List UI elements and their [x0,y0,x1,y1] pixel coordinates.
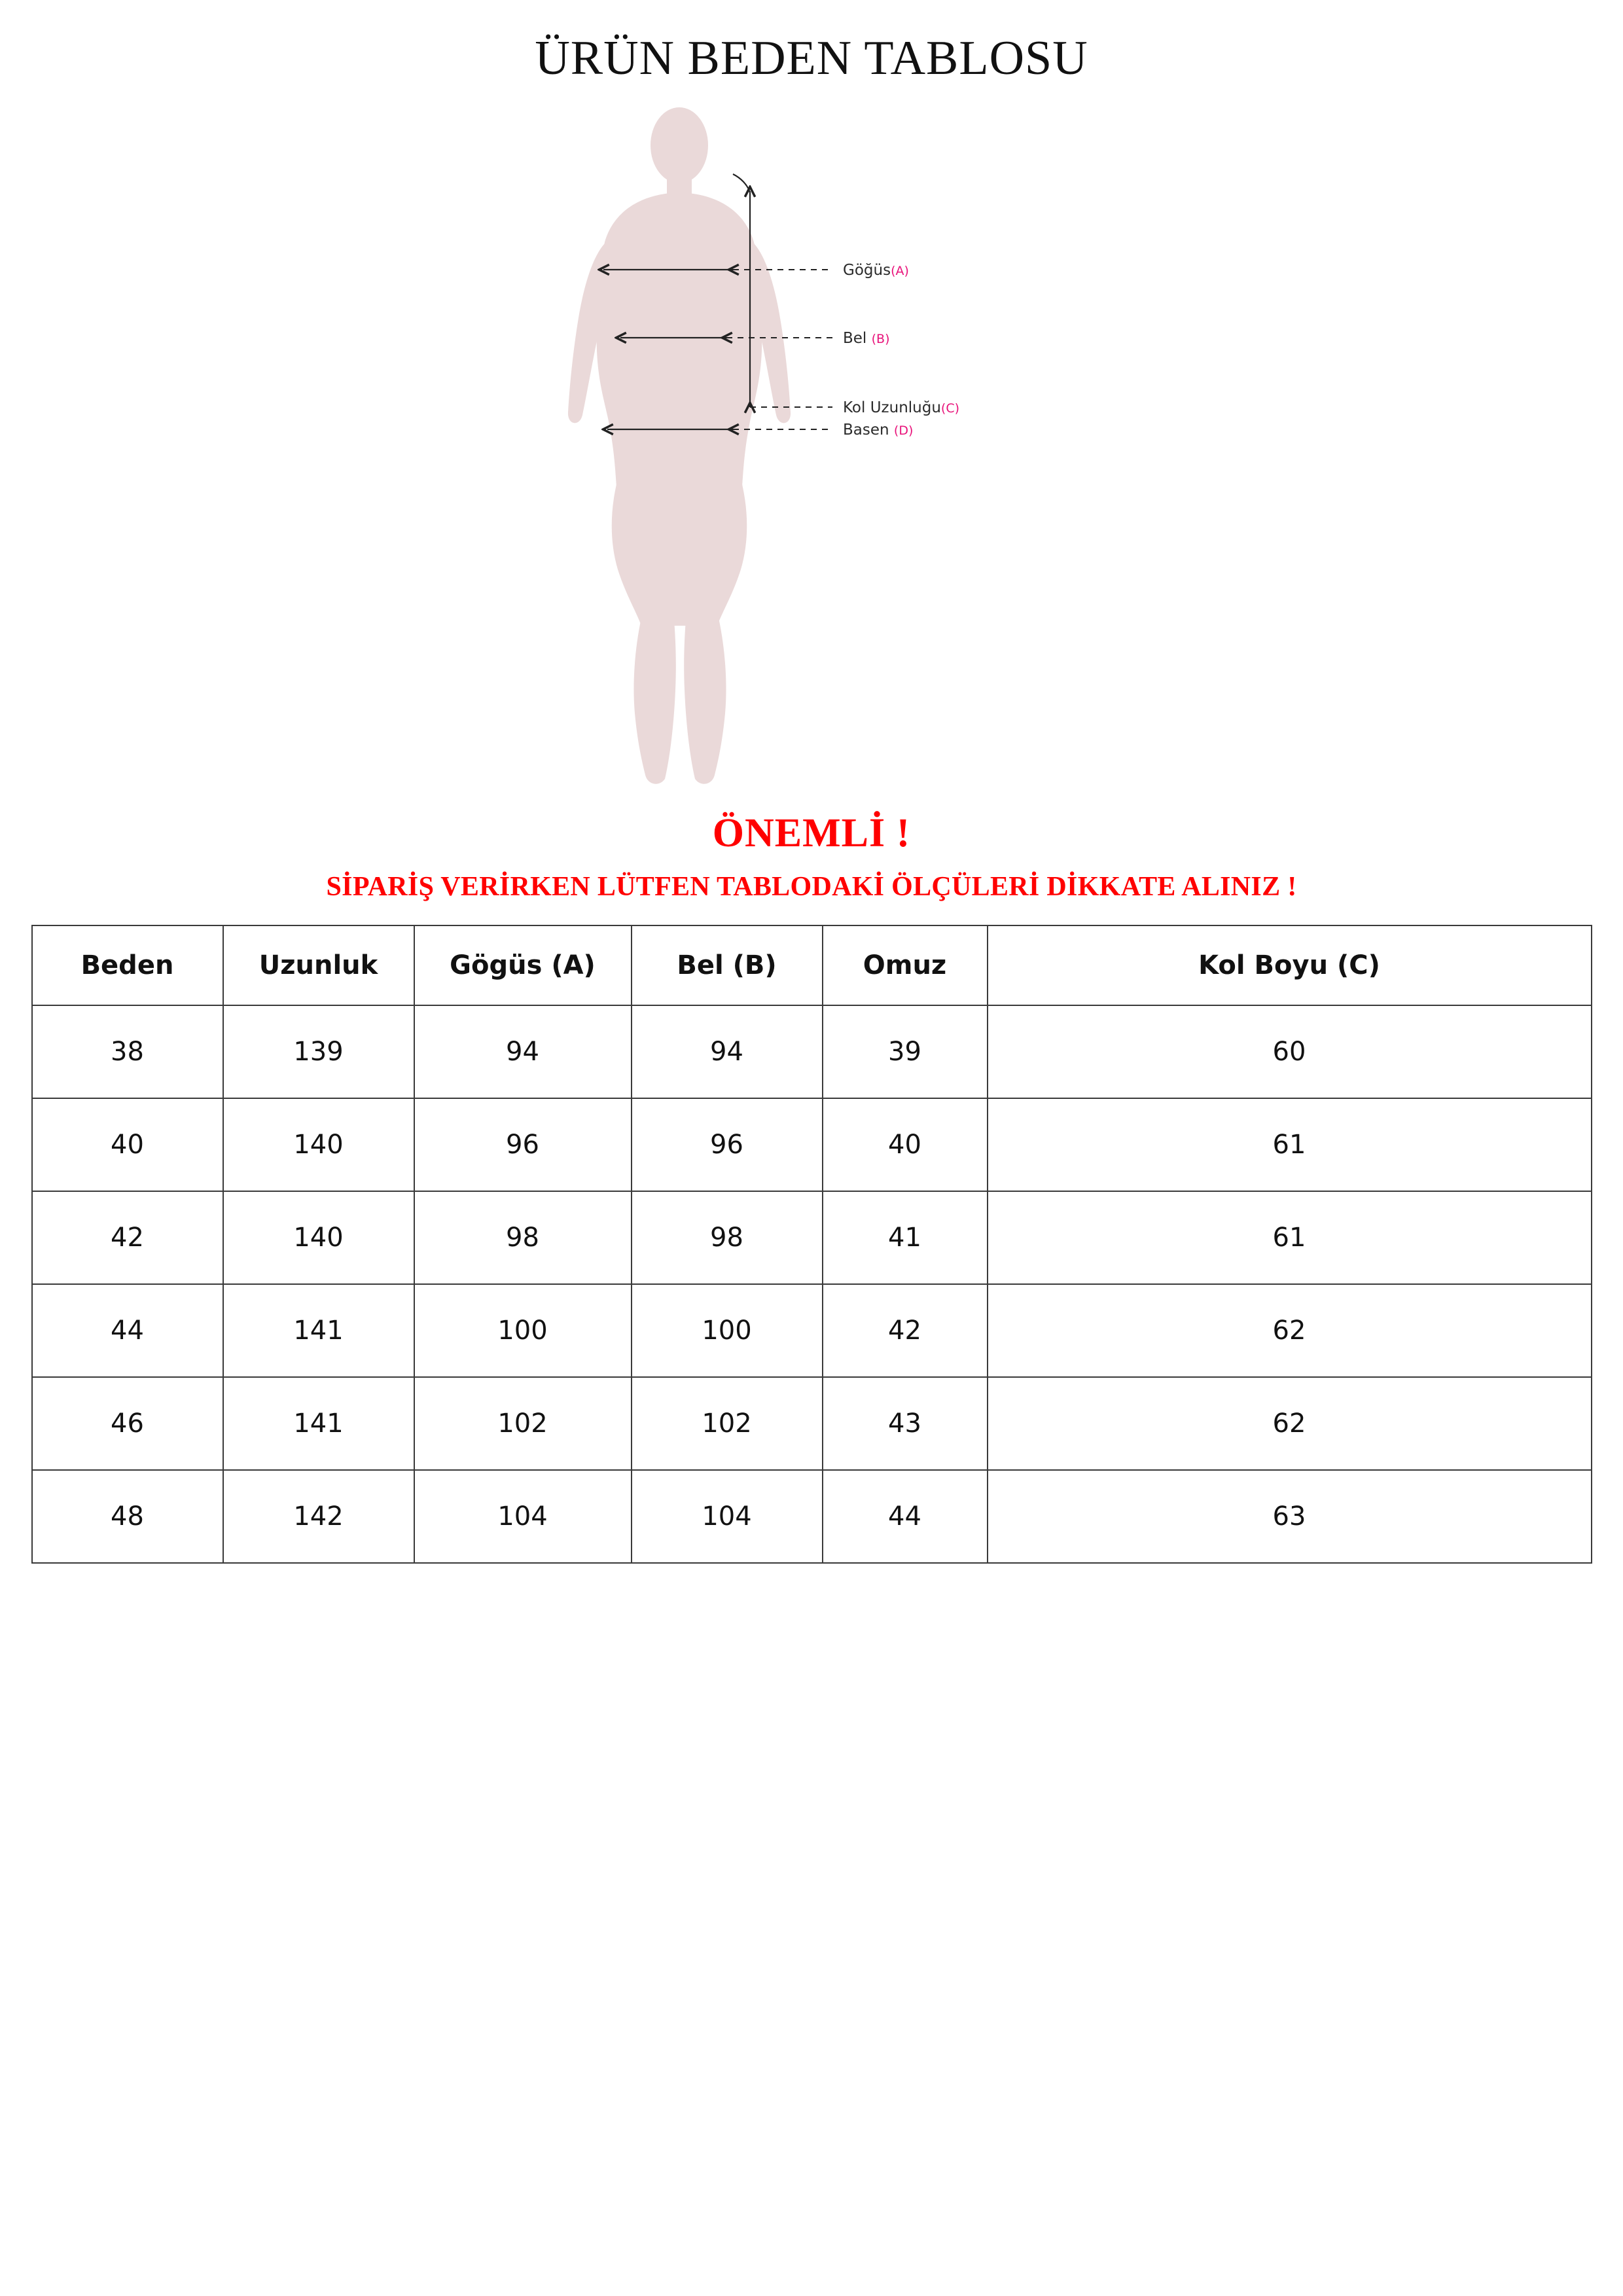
cell-bel: 104 [632,1470,823,1563]
cell-beden: 42 [32,1191,223,1284]
cell-gogus: 94 [414,1005,632,1098]
cell-beden: 48 [32,1470,223,1563]
table-header-uzunluk: Uzunluk [223,925,414,1005]
measurement-label-waist [843,330,890,347]
cell-kol-boyu: 61 [988,1098,1592,1191]
cell-omuz: 39 [823,1005,988,1098]
cell-omuz: 43 [823,1377,988,1470]
size-table [31,925,1592,1564]
cell-uzunluk: 141 [223,1377,414,1470]
cell-beden: 38 [32,1005,223,1098]
table-row [32,1098,1592,1191]
measurement-label-sleeve-text: Kol Uzunluğu [843,399,941,416]
cell-kol-boyu: 63 [988,1470,1592,1563]
cell-omuz: 41 [823,1191,988,1284]
cell-bel: 102 [632,1377,823,1470]
cell-uzunluk: 139 [223,1005,414,1098]
cell-omuz: 44 [823,1470,988,1563]
cell-uzunluk: 141 [223,1284,414,1377]
cell-uzunluk: 140 [223,1098,414,1191]
measurement-figure [0,94,1623,801]
measurement-code-bust: (A) [891,264,909,278]
table-header-omuz: Omuz [823,925,988,1005]
measurement-label-bust [843,262,909,279]
important-headline: ÖNEMLİ ! [712,811,911,855]
cell-gogus: 98 [414,1191,632,1284]
measurement-label-bust-text: Göğüs [843,262,891,279]
measurement-code-waist: (B) [871,332,890,346]
cell-beden: 40 [32,1098,223,1191]
size-table-container [31,925,1592,1564]
cell-bel: 100 [632,1284,823,1377]
table-header-beden: Beden [32,925,223,1005]
cell-gogus: 100 [414,1284,632,1377]
measurement-label-sleeve [843,399,959,416]
woman-body-silhouette-icon [537,94,1126,801]
table-row [32,1377,1592,1470]
cell-kol-boyu: 62 [988,1377,1592,1470]
table-header-bel: Bel (B) [632,925,823,1005]
cell-gogus: 96 [414,1098,632,1191]
measurement-code-hip: (D) [893,423,914,438]
table-header-gogus: Gögüs (A) [414,925,632,1005]
page-title: ÜRÜN BEDEN TABLOSU [535,31,1088,85]
table-row [32,1470,1592,1563]
cell-kol-boyu: 61 [988,1191,1592,1284]
table-row [32,1191,1592,1284]
cell-gogus: 104 [414,1470,632,1563]
measurement-code-sleeve: (C) [940,401,960,416]
important-note: SİPARİŞ VERİRKEN LÜTFEN TABLODAKİ ÖLÇÜLERİ DİKKATE ALINIZ ! [326,872,1297,902]
cell-omuz: 42 [823,1284,988,1377]
cell-uzunluk: 142 [223,1470,414,1563]
table-row [32,1005,1592,1098]
cell-beden: 44 [32,1284,223,1377]
table-header-row [32,925,1592,1005]
table-header-kol-boyu: Kol Boyu (C) [988,925,1592,1005]
cell-bel: 98 [632,1191,823,1284]
cell-gogus: 102 [414,1377,632,1470]
cell-beden: 46 [32,1377,223,1470]
cell-kol-boyu: 62 [988,1284,1592,1377]
measurement-label-hip-text: Basen [843,422,889,439]
cell-kol-boyu: 60 [988,1005,1592,1098]
cell-bel: 94 [632,1005,823,1098]
table-row [32,1284,1592,1377]
cell-bel: 96 [632,1098,823,1191]
cell-omuz: 40 [823,1098,988,1191]
measurement-label-waist-text: Bel [843,330,867,347]
cell-uzunluk: 140 [223,1191,414,1284]
measurement-label-hip [843,422,913,439]
